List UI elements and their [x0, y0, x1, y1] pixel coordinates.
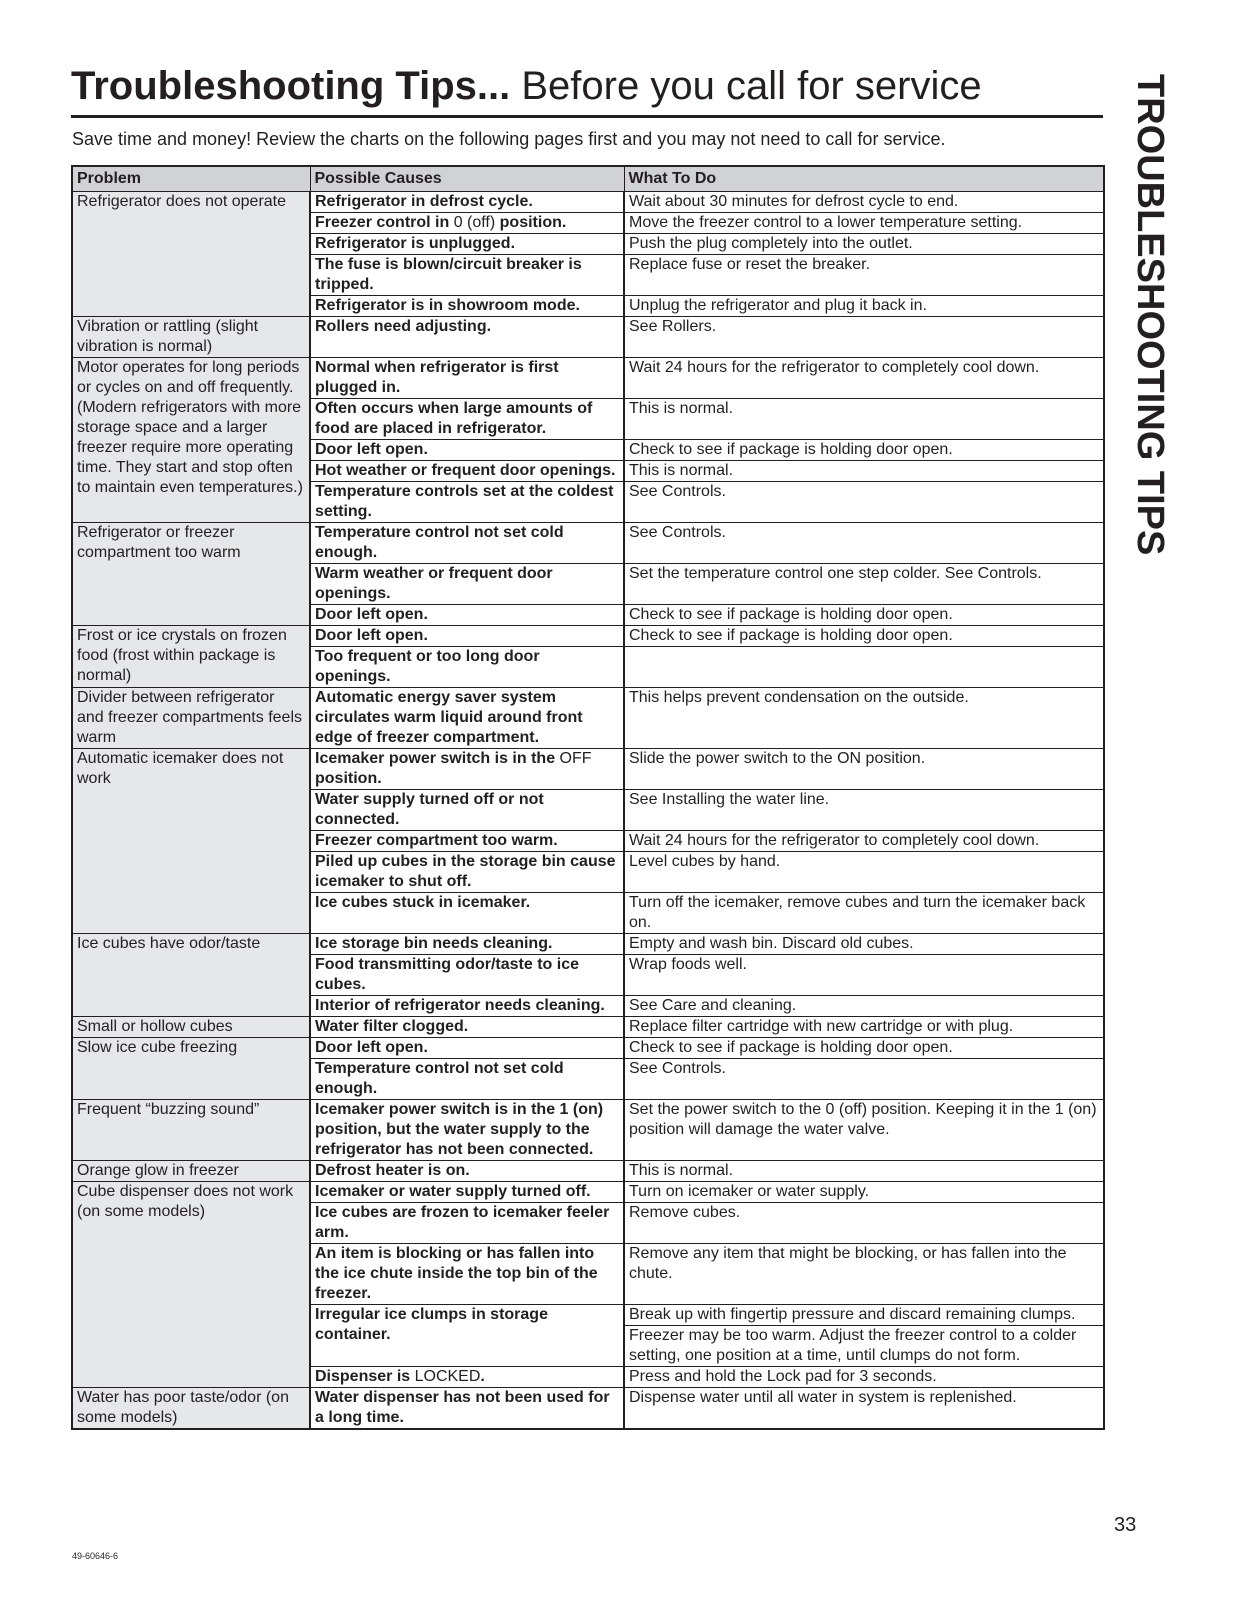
cause-cell [310, 1100, 624, 1161]
what-to-do-cell [624, 688, 1104, 749]
cause-cell [310, 317, 624, 358]
what-to-do-text: Remove any item that might be blocking, or has fallen into the chute. [629, 1245, 1067, 1282]
cause-text: Warm weather or frequent door openings. [315, 565, 553, 602]
page-title [71, 62, 982, 110]
what-to-do-cell [624, 1059, 1104, 1100]
what-to-do-text: Wrap foods well. [629, 956, 747, 973]
what-to-do-cell [624, 749, 1104, 790]
what-to-do-text: Check to see if package is holding door open. [629, 627, 953, 644]
cause-cell [310, 440, 624, 461]
cause-cell [310, 626, 624, 647]
header-problem: Problem [72, 166, 310, 192]
what-to-do-text: Set the power switch to the 0 (off) position. Keeping it in the 1 (on) position will damage the water valve. [629, 1101, 1097, 1138]
what-to-do-cell [624, 399, 1104, 440]
cause-cell [310, 790, 624, 831]
cause-text: Temperature control not set cold enough. [315, 1060, 564, 1097]
problem-cell: Orange glow in freezer [72, 1161, 310, 1182]
what-to-do-cell [624, 461, 1104, 482]
cause-text: Refrigerator is in showroom mode. [315, 297, 580, 314]
what-to-do-text: Turn off the icemaker, remove cubes and turn the icemaker back on. [629, 894, 1086, 931]
what-to-do-text: Replace fuse or reset the breaker. [629, 256, 871, 273]
cause-cell [310, 934, 624, 955]
cause-text: Automatic energy saver system circulates warm liquid around front edge of freezer compartment. [315, 689, 583, 746]
what-to-do-cell [624, 790, 1104, 831]
what-to-do-text: This helps prevent condensation on the outside. [629, 689, 969, 706]
what-to-do-cell [624, 296, 1104, 317]
problem-cell: Ice cubes have odor/taste [72, 934, 310, 1017]
what-to-do-text: See Care and cleaning. [629, 997, 797, 1014]
cause-text: Icemaker power switch is in the [315, 750, 560, 767]
problem-cell: Slow ice cube freezing [72, 1038, 310, 1100]
intro-text: Save time and money! Review the charts on the following pages first and you may not need to call for service. [72, 129, 946, 149]
what-to-do-cell [624, 255, 1104, 296]
problem-cell: Water has poor taste/odor (on some models) [72, 1388, 310, 1430]
what-to-do-cell [624, 1182, 1104, 1203]
problem-cell: Motor operates for long periods or cycles on and off frequently. (Modern refrigerators with more storage space and a larger freezer require more operating time. They start and stop often to maintain even temperatures.) [72, 358, 310, 523]
header-causes: Possible Causes [310, 166, 624, 192]
header-what-to-do: What To Do [624, 166, 1104, 192]
what-to-do-cell [624, 234, 1104, 255]
table-row [72, 1388, 1104, 1430]
cause-cell [310, 296, 624, 317]
cause-cell [310, 605, 624, 626]
what-to-do-text: Move the freezer control to a lower temperature setting. [629, 214, 1023, 231]
problem-cell: Frost or ice crystals on frozen food (frost within package is normal) [72, 626, 310, 688]
page-title-rest: Before you call for service [510, 64, 982, 108]
cause-text: Door left open. [315, 627, 428, 644]
problem-cell: Frequent “buzzing sound” [72, 1100, 310, 1161]
cause-cell [310, 255, 624, 296]
what-to-do-text: Empty and wash bin. Discard old cubes. [629, 935, 914, 952]
cause-text: Dispenser is [315, 1368, 415, 1385]
what-to-do-cell [624, 358, 1104, 399]
cause-cell [310, 1305, 624, 1367]
cause-cell [310, 358, 624, 399]
what-to-do-text: Check to see if package is holding door open. [629, 606, 953, 623]
cause-text: An item is blocking or has fallen into the ice chute inside the top bin of the freezer. [315, 1245, 598, 1302]
cause-cell [310, 1244, 624, 1305]
cause-cell [310, 996, 624, 1017]
cause-text: Freezer control in [315, 214, 454, 231]
table-body [72, 192, 1104, 1430]
cause-text: Temperature controls set at the coldest setting. [315, 483, 614, 520]
cause-text: Icemaker or water supply turned off. [315, 1183, 591, 1200]
what-to-do-cell [624, 852, 1104, 893]
cause-cell [310, 399, 624, 440]
cause-cell [310, 213, 624, 234]
cause-text: Ice cubes are frozen to icemaker feeler arm. [315, 1204, 610, 1241]
cause-setting-text: OFF [559, 750, 592, 767]
cause-cell [310, 1182, 624, 1203]
cause-text: Ice storage bin needs cleaning. [315, 935, 553, 952]
what-to-do-cell [624, 192, 1104, 213]
what-to-do-text: Turn on icemaker or water supply. [629, 1183, 870, 1200]
what-to-do-cell [624, 1367, 1104, 1388]
what-to-do-cell [624, 647, 1104, 688]
cause-text: Refrigerator in defrost cycle. [315, 193, 533, 210]
what-to-do-cell [624, 213, 1104, 234]
cause-text: Water supply turned off or not connected. [315, 791, 544, 828]
table-row [72, 688, 1104, 749]
cause-cell [310, 749, 624, 790]
cause-text: Water dispenser has not been used for a long time. [315, 1389, 610, 1426]
what-to-do-text: Replace filter cartridge with new cartridge or with plug. [629, 1018, 1014, 1035]
problem-cell: Refrigerator does not operate [72, 192, 310, 317]
cause-cell [310, 1038, 624, 1059]
cause-cell [310, 852, 624, 893]
table-row [72, 1038, 1104, 1059]
what-to-do-text: Wait about 30 minutes for defrost cycle to end. [629, 193, 959, 210]
table-row [72, 192, 1104, 213]
cause-text: Piled up cubes in the storage bin cause icemaker to shut off. [315, 853, 616, 890]
cause-cell [310, 893, 624, 934]
table-row [72, 1182, 1104, 1203]
problem-cell: Vibration or rattling (slight vibration is normal) [72, 317, 310, 358]
problem-cell: Small or hollow cubes [72, 1017, 310, 1038]
cause-text: Door left open. [315, 1039, 428, 1056]
cause-text: Icemaker power switch is in the 1 (on) position, but the water supply to the refrigerator has not been connected. [315, 1101, 604, 1158]
cause-text: Rollers need adjusting. [315, 318, 492, 335]
what-to-do-text: Dispense water until all water in system is replenished. [629, 1389, 1017, 1406]
what-to-do-cell [624, 605, 1104, 626]
problem-cell: Automatic icemaker does not work [72, 749, 310, 934]
cause-text: Door left open. [315, 441, 428, 458]
troubleshooting-table [71, 165, 1105, 1430]
what-to-do-cell [624, 317, 1104, 358]
cause-text: Door left open. [315, 606, 428, 623]
cause-cell [310, 831, 624, 852]
cause-cell [310, 234, 624, 255]
what-to-do-text: Check to see if package is holding door open. [629, 441, 953, 458]
what-to-do-text: See Controls. [629, 483, 726, 500]
what-to-do-text: Break up with fingertip pressure and discard remaining clumps. [629, 1306, 1076, 1323]
problem-cell: Cube dispenser does not work (on some models) [72, 1182, 310, 1388]
what-to-do-text: Level cubes by hand. [629, 853, 781, 870]
cause-text: Defrost heater is on. [315, 1162, 470, 1179]
table-row [72, 749, 1104, 790]
cause-text: Irregular ice clumps in storage container. [315, 1306, 548, 1343]
cause-cell [310, 1203, 624, 1244]
side-tab-label: TROUBLESHOOTING TIPS [1129, 74, 1171, 556]
what-to-do-cell [624, 955, 1104, 996]
what-to-do-cell [624, 1038, 1104, 1059]
cause-cell [310, 1388, 624, 1430]
cause-text: Normal when refrigerator is first plugged in. [315, 359, 559, 396]
cause-text: Water filter clogged. [315, 1018, 469, 1035]
what-to-do-text: See Controls. [629, 1060, 726, 1077]
what-to-do-text: This is normal. [629, 1162, 734, 1179]
cause-text: Freezer compartment too warm. [315, 832, 558, 849]
cause-cell [310, 523, 624, 564]
cause-text: Often occurs when large amounts of food are placed in refrigerator. [315, 400, 593, 437]
what-to-do-cell [624, 564, 1104, 605]
cause-cell [310, 1161, 624, 1182]
cause-cell [310, 461, 624, 482]
what-to-do-cell [624, 996, 1104, 1017]
table-row [72, 358, 1104, 399]
what-to-do-text: See Rollers. [629, 318, 717, 335]
what-to-do-text: Set the temperature control one step colder. See Controls. [629, 565, 1042, 582]
table-row [72, 626, 1104, 647]
page-title-bold: Troubleshooting Tips... [71, 64, 511, 108]
problem-cell: Divider between refrigerator and freezer compartments feels warm [72, 688, 310, 749]
what-to-do-text: This is normal. [629, 462, 734, 479]
title-rule [71, 115, 1103, 118]
side-tab [1127, 74, 1177, 574]
what-to-do-cell [624, 893, 1104, 934]
what-to-do-text: Wait 24 hours for the refrigerator to completely cool down. [629, 832, 1040, 849]
table-header-row [72, 166, 1104, 192]
cause-text: Hot weather or frequent door openings. [315, 462, 616, 479]
what-to-do-cell [624, 440, 1104, 461]
cause-cell [310, 482, 624, 523]
what-to-do-cell [624, 934, 1104, 955]
what-to-do-text: Press and hold the Lock pad for 3 seconds. [629, 1368, 937, 1385]
what-to-do-text: See Installing the water line. [629, 791, 830, 808]
cause-cell [310, 955, 624, 996]
what-to-do-text: Unplug the refrigerator and plug it back in. [629, 297, 927, 314]
cause-cell [310, 1059, 624, 1100]
cause-cell [310, 1367, 624, 1388]
what-to-do-cell [624, 626, 1104, 647]
cause-cell [310, 192, 624, 213]
page-number: 33 [1114, 1514, 1137, 1536]
what-to-do-cell [624, 523, 1104, 564]
table-row [72, 523, 1104, 564]
what-to-do-cell [624, 1017, 1104, 1038]
problem-cell: Refrigerator or freezer compartment too warm [72, 523, 310, 626]
what-to-do-cell [624, 1203, 1104, 1244]
what-to-do-cell [624, 831, 1104, 852]
cause-setting-text: 0 (off) [453, 214, 496, 231]
cause-cell [310, 688, 624, 749]
table-row [72, 317, 1104, 358]
cause-text: Temperature control not set cold enough. [315, 524, 564, 561]
cause-text: The fuse is blown/circuit breaker is tripped. [315, 256, 582, 293]
what-to-do-cell [624, 482, 1104, 523]
cause-text: Ice cubes stuck in icemaker. [315, 894, 531, 911]
document-number: 49-60646-6 [72, 1551, 119, 1561]
what-to-do-text: Push the plug completely into the outlet. [629, 235, 913, 252]
what-to-do-text: Check to see if package is holding door open. [629, 1039, 953, 1056]
what-to-do-text: See Controls. [629, 524, 726, 541]
what-to-do-text: This is normal. [629, 400, 734, 417]
table-row [72, 1100, 1104, 1161]
cause-cell [310, 647, 624, 688]
cause-setting-text: LOCKED [414, 1368, 481, 1385]
cause-text: Too frequent or too long door openings. [315, 648, 540, 685]
cause-text: Interior of refrigerator needs cleaning. [315, 997, 605, 1014]
cause-text: Refrigerator is unplugged. [315, 235, 516, 252]
cause-cell [310, 1017, 624, 1038]
table-row [72, 934, 1104, 955]
what-to-do-cell [624, 1244, 1104, 1305]
table-row [72, 1161, 1104, 1182]
what-to-do-text: Wait 24 hours for the refrigerator to completely cool down. [629, 359, 1040, 376]
what-to-do-cell: Freezer may be too warm. Adjust the freezer control to a colder setting, one position at a time, until clumps do not form. [624, 1326, 1104, 1367]
what-to-do-text: Remove cubes. [629, 1204, 741, 1221]
table-row [72, 1017, 1104, 1038]
what-to-do-cell [624, 1100, 1104, 1161]
what-to-do-text: Slide the power switch to the ON position. [629, 750, 926, 767]
what-to-do-cell [624, 1388, 1104, 1430]
cause-tail-text: position. [495, 214, 567, 231]
what-to-do-cell [624, 1161, 1104, 1182]
cause-text: Food transmitting odor/taste to ice cubes. [315, 956, 580, 993]
cause-cell [310, 564, 624, 605]
cause-tail-text: position. [315, 770, 382, 787]
cause-tail-text: . [480, 1368, 485, 1385]
what-to-do-cell [624, 1305, 1104, 1326]
